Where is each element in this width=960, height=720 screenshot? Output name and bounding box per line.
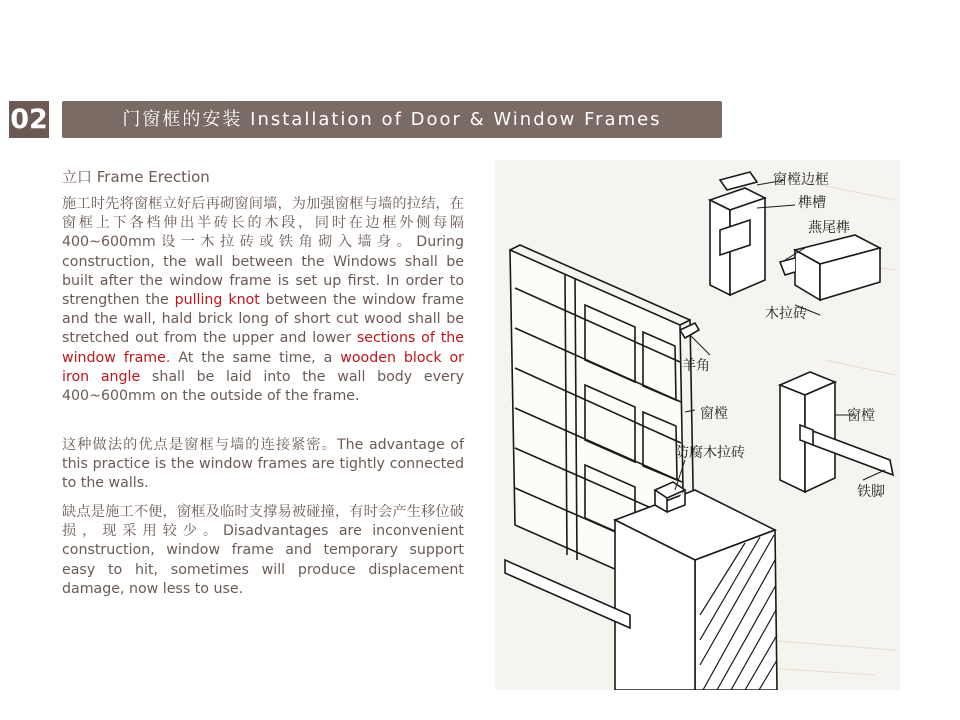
p1-text-1: 施工时先将窗框立好后再砌窗间墙，为加强窗框与墙的拉结，在窗框上下各档伸出半砖长的木段，同时在边框外侧每隔400~600mm设一木拉砖或铁角砌入墙身。During construction, the wall between the Windows shall be built after the window frame is set up first. In order to strengthen the — [62, 196, 464, 309]
p1-text-3: . At the same time, a — [165, 349, 341, 366]
label-dovetail-tenon: 燕尾榫 — [808, 220, 850, 236]
paragraph-2: 这种做法的优点是窗框与墙的连接紧密。The advantage of this practice is the window frames are tightly connected to the walls. — [62, 437, 464, 492]
label-window-frame-2: 窗樘 — [847, 408, 875, 424]
p1-text-4: shall be laid into the wall body every 400~600mm on the outside of the frame. — [62, 368, 464, 405]
highlight-frame-sections: sections of the window frame — [62, 330, 464, 366]
label-anticorrosive-brick: 防腐木拉砖 — [675, 445, 745, 461]
paragraph-3: 缺点是施工不便，窗框及临时支撑易被碰撞，有时会产生移位破损，现采用较少。Disadvantages are inconvenient construction, window frame and temporary support easy to hit, sometimes will produce displacement damage, now less to use. — [62, 504, 464, 597]
label-horn: 羊角 — [682, 358, 710, 374]
label-window-frame: 窗樘 — [700, 406, 728, 422]
label-wood-pull-brick: 木拉砖 — [765, 306, 807, 322]
highlight-pulling-knot: pulling knot — [174, 292, 260, 309]
p1-text-2: between the window frame and the wall, hald brick long of short cut wood shall be stretched out from the upper and lower — [62, 292, 465, 347]
frame-erection-illustration — [495, 160, 900, 690]
paragraph-1 — [62, 195, 464, 406]
highlight-wooden-block: wooden block or iron angle — [62, 349, 464, 385]
subtitle: 立口 Frame Erection — [62, 168, 210, 186]
section-number-badge: 02 — [9, 101, 49, 138]
slide-title: 门窗框的安装 Installation of Door & Window Frames — [62, 101, 722, 138]
label-window-side-frame: 窗樘边框 — [773, 172, 829, 188]
label-iron-foot: 铁脚 — [857, 484, 885, 500]
label-mortise: 榫槽 — [798, 195, 826, 211]
